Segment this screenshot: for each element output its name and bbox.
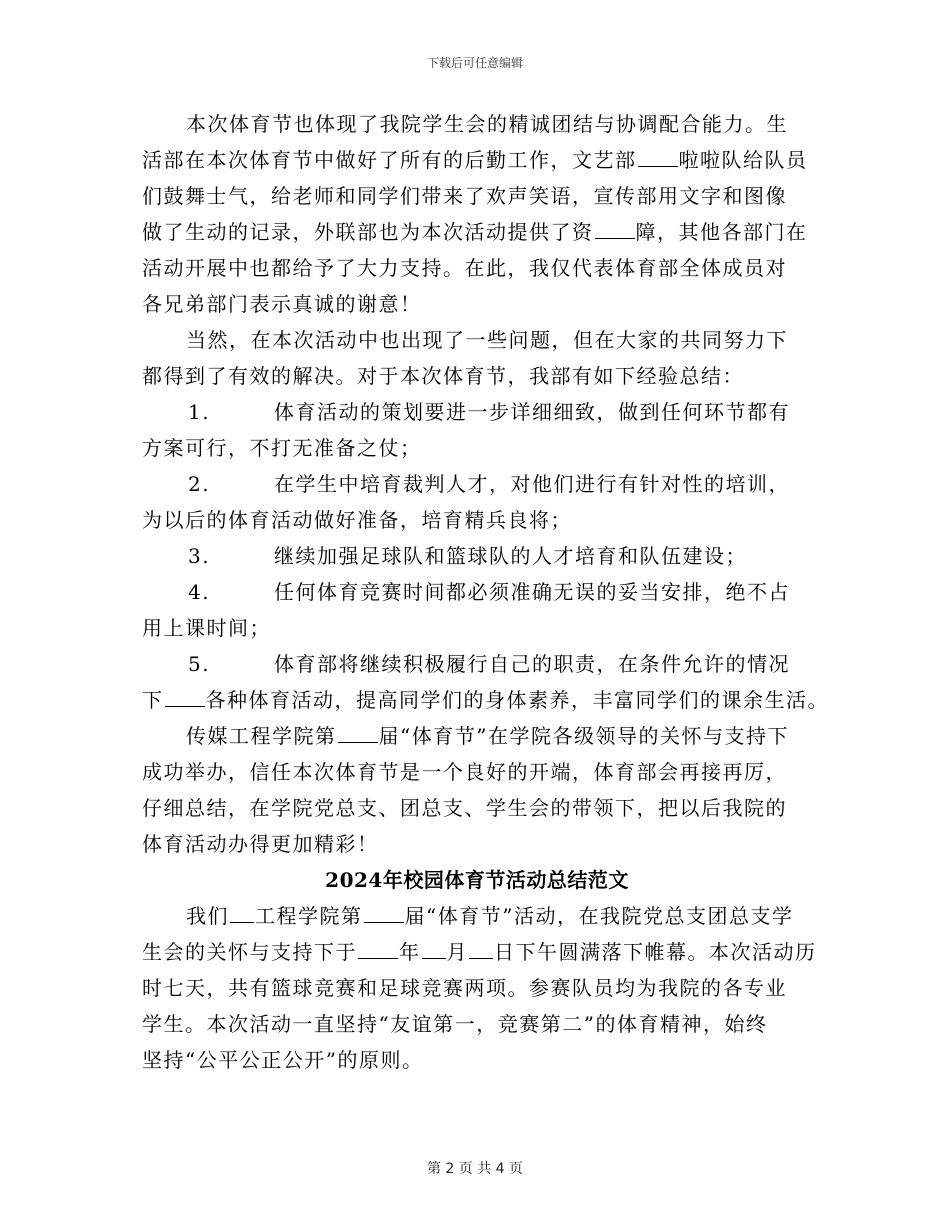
list-item-continuation [142,682,829,718]
paragraph-line: 坚持“公平公正公开”的原则。 [142,1048,424,1072]
paragraph-line: 仔细总结，在学院党总支、团总支、学生会的带领下，把以后我院的 [142,796,787,820]
text-segment: 届“体育节”活动，在我院党总支团总支学 [404,904,794,928]
fill-in-blank [595,216,635,239]
list-text: 继续加强足球队和篮球队的人才培育和队伍建设； [274,544,747,568]
list-item-continuation: 用上课时间； [142,616,271,640]
paragraph-line [142,934,817,970]
text-segment: 障，其他各部门在 [635,220,808,244]
list-number: 4. [188,580,211,604]
text-segment: 传媒工程学院第 [186,724,337,748]
fill-in-blank [338,720,378,743]
list-item [142,466,812,502]
list-item [142,574,812,610]
paragraph-line: 都得到了有效的解决。对于本次体育节，我部有如下经验总结： [142,364,744,388]
list-item-continuation: 方案可行，不打无准备之仗； [142,436,422,460]
text-segment: 届“体育节”在学院各级领导的关怀与支持下 [378,724,789,748]
fill-in-blank [358,936,398,959]
paragraph-line [142,718,812,754]
paragraph-line [142,898,812,934]
paragraph-line: 各兄弟部门表示真诚的谢意！ [142,292,422,316]
list-item [142,538,812,574]
list-number: 2. [188,472,211,496]
list-text: 在学生中培育裁判人才，对他们进行有针对性的培训， [274,472,790,496]
paragraph-line: 活动开展中也都给予了大力支持。在此，我仅代表体育部全体成员对 [142,256,787,280]
text-segment: 日下午圆满落下帷幕。本次活动历 [494,940,817,964]
fill-in-blank [422,936,446,959]
paragraph-line: 体育活动办得更加精彩！ [142,832,379,856]
document-title: 2024年校园体育节活动总结范文 [325,868,629,892]
fill-in-blank [165,684,205,707]
text-segment: 年 [399,940,421,964]
text-segment: 生会的关怀与支持下于 [142,940,357,964]
list-item [142,646,812,682]
list-text: 体育活动的策划要进一步详细细致，做到任何环节都有 [274,400,790,424]
paragraph-line: 本次体育节也体现了我院学生会的精诚团结与协调配合能力。生 [186,112,788,136]
paragraph-line: 时七天，共有篮球竞赛和足球竞赛两项。参赛队员均为我院的各专业 [142,976,787,1000]
paragraph-line: 当然，在本次活动中也出现了一些问题，但在大家的共同努力下 [186,328,788,352]
fill-in-blank [230,900,254,923]
text-segment: 月 [446,940,468,964]
paragraph-line [142,214,812,250]
page-footer: 第 2 页 共 4 页 [426,1161,524,1177]
text-segment: 啦啦队给队员 [678,148,808,172]
list-number: 3. [188,544,211,568]
paragraph-line: 成功举办，信任本次体育节是一个良好的开端，体育部会再接再厉， [142,760,787,784]
text-segment: 活部在本次体育节中做好了所有的后勤工作，文艺部 [142,148,637,172]
paragraph-line [142,142,812,178]
fill-in-blank [364,900,404,923]
text-segment: 各种体育活动，提高同学们的身体素养，丰富同学们的课余生活。 [205,688,829,712]
fill-in-blank [469,936,493,959]
list-item [142,394,812,430]
fill-in-blank [638,144,678,167]
paragraph-line: 们鼓舞士气，给老师和同学们带来了欢声笑语，宣传部用文字和图像 [142,184,787,208]
text-segment: 下 [142,688,164,712]
text-segment: 工程学院第 [255,904,363,928]
list-item-continuation: 为以后的体育活动做好准备，培育精兵良将； [142,508,572,532]
page-header: 下载后可任意编辑 [426,56,523,70]
list-number: 5. [188,652,211,676]
paragraph-line: 学生。本次活动一直坚持“友谊第一，竞赛第二”的体育精神，始终 [142,1012,768,1036]
list-text: 体育部将继续积极履行自己的职责，在条件允许的情况 [274,652,790,676]
text-segment: 我们 [186,904,229,928]
list-number: 1. [188,400,211,424]
document-body [142,106,829,1078]
list-text: 任何体育竞赛时间都必须准确无误的妥当安排，绝不占 [274,580,790,604]
text-segment: 做了生动的记录，外联部也为本次活动提供了资 [142,220,594,244]
